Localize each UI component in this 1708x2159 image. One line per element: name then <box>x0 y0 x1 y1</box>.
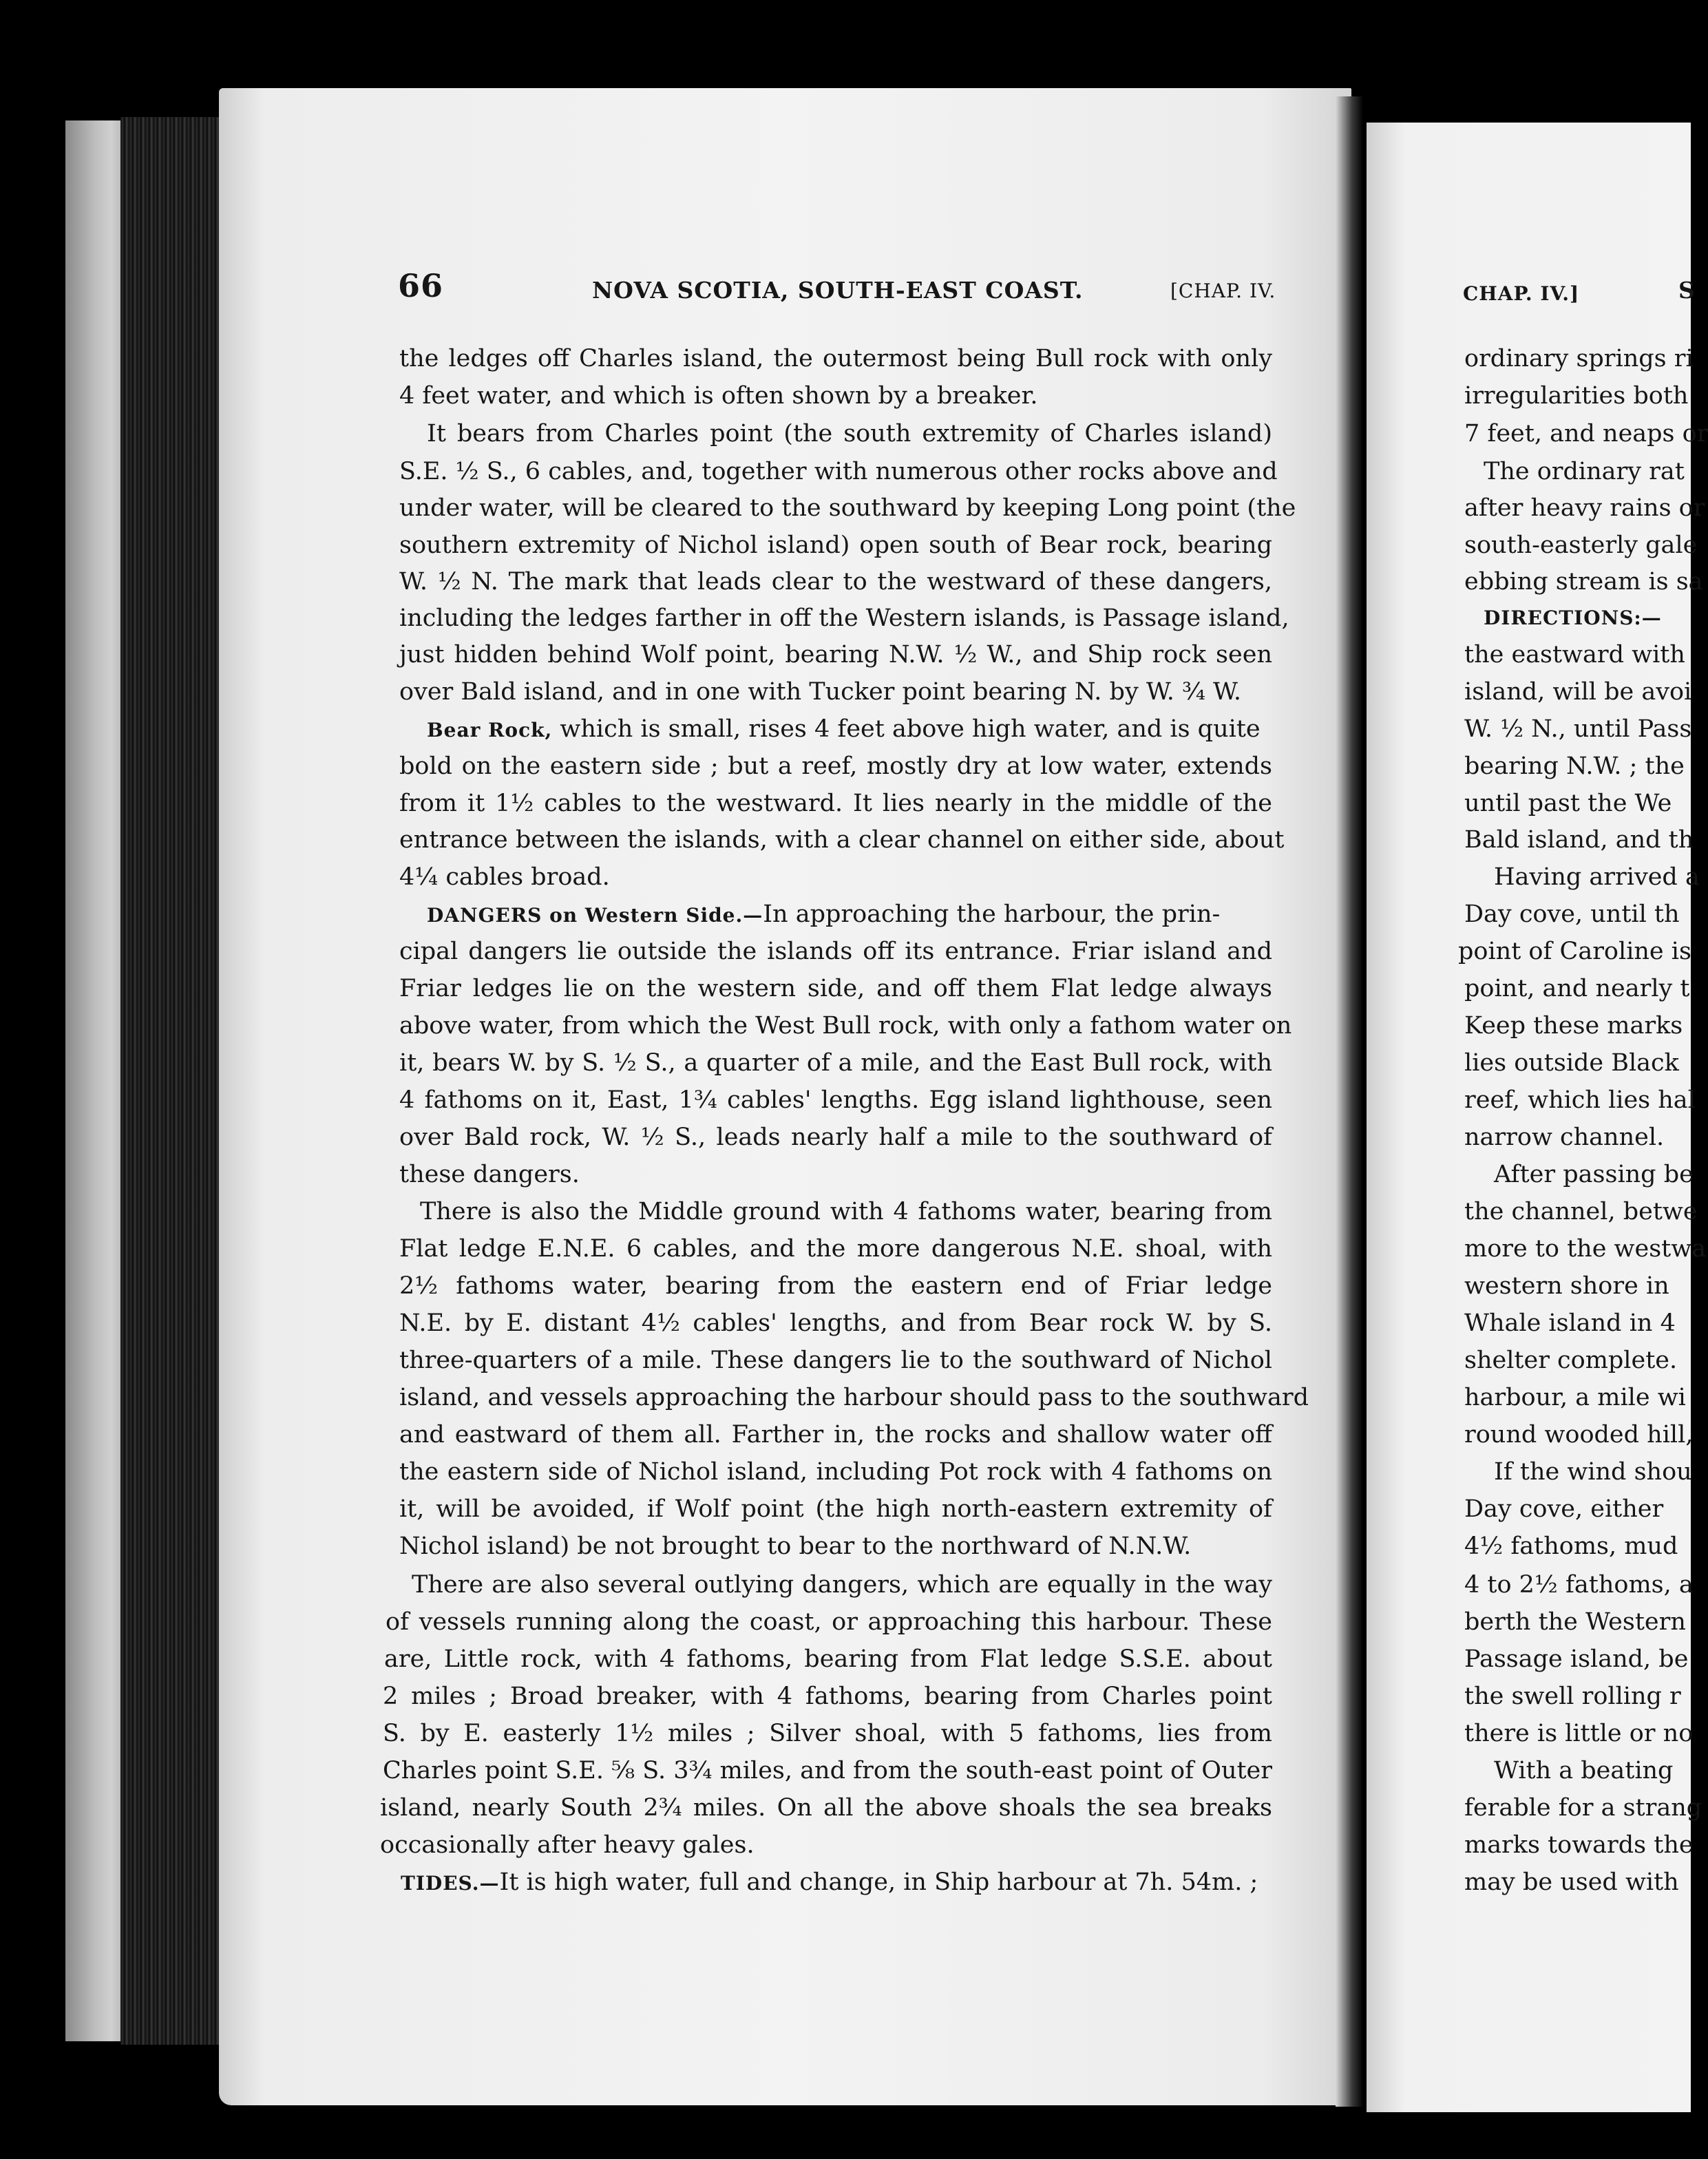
right-text-line: Passage island, be <box>1464 1645 1689 1673</box>
right-text-line: round wooded hill, <box>1464 1421 1694 1449</box>
text-line: 2 miles ; Broad breaker, with 4 fathoms, bearing from Charles point <box>383 1683 1272 1710</box>
right-text-line: Having arrived a <box>1494 863 1700 891</box>
right-text-line: berth the Western <box>1464 1608 1686 1636</box>
text-line: are, Little rock, with 4 fathoms, bearing from Flat ledge S.S.E. about <box>384 1645 1272 1673</box>
text-line: including the ledges farther in off the Western islands, is Passage island, <box>399 604 1289 632</box>
section-heading-dangers: DANGERS on Western Side.— <box>427 904 763 927</box>
text-line: There are also several outlying dangers, which are equally in the way <box>412 1571 1272 1599</box>
text-line: It bears from Charles point (the south extremity of Charles island) <box>427 420 1272 447</box>
right-text-line: western shore in <box>1464 1272 1669 1300</box>
right-text-line: point of Caroline is <box>1458 938 1691 965</box>
right-chapter-label: CHAP. IV.] <box>1463 282 1580 305</box>
right-text-line: The ordinary rat <box>1484 458 1685 485</box>
right-text-line: the channel, betwe <box>1464 1198 1698 1225</box>
text-line: it, bears W. by S. ½ S., a quarter of a mile, and the East Bull rock, with <box>399 1049 1272 1077</box>
text-line: entrance between the islands, with a clear channel on either side, about <box>399 826 1285 854</box>
right-text-line: 7 feet, and neaps or <box>1464 420 1708 447</box>
right-text-line: until past the We <box>1464 790 1672 817</box>
right-text-line: ferable for a strang <box>1464 1794 1702 1822</box>
right-text-line: south-easterly gale <box>1464 531 1698 559</box>
right-text-line: Keep these marks <box>1464 1012 1683 1040</box>
text-line: 4 feet water, and which is often shown by a breaker. <box>399 382 1038 410</box>
text-line: above water, from which the West Bull rock, with only a fathom water on <box>399 1012 1292 1040</box>
right-running-head: S <box>1678 277 1696 304</box>
right-text-line: more to the westwa <box>1464 1235 1707 1263</box>
right-text-line: irregularities both <box>1464 382 1689 410</box>
section-heading-bear-rock: Bear Rock, <box>427 719 553 741</box>
text-line: the ledges off Charles island, the outermost being Bull rock with only <box>399 345 1272 372</box>
text-line: 4 fathoms on it, East, 1¾ cables' lengths. Egg island lighthouse, seen <box>399 1086 1272 1114</box>
right-text-line: Whale island in 4 <box>1464 1309 1676 1337</box>
text-line: Charles point S.E. ⅝ S. 3¾ miles, and from the south-east point of Outer <box>383 1757 1272 1784</box>
text-line: 2½ fathoms water, bearing from the eastern end of Friar ledge <box>399 1272 1272 1300</box>
right-text-line: narrow channel. <box>1464 1124 1665 1151</box>
text-line: Friar ledges lie on the western side, and off them Flat ledge always <box>399 975 1272 1002</box>
right-text-line: ordinary springs ri <box>1464 345 1694 372</box>
right-text-line: after heavy rains or <box>1464 494 1705 522</box>
text-line: under water, will be cleared to the southward by keeping Long point (the <box>399 494 1296 522</box>
paragraph-dangers <box>427 897 1272 933</box>
right-text-line: If the wind shou <box>1494 1458 1692 1486</box>
text-line: it, will be avoided, if Wolf point (the high north-eastern extremity of <box>399 1495 1272 1523</box>
right-text-line: may be used with <box>1464 1868 1679 1896</box>
running-head: NOVA SCOTIA, SOUTH-EAST COAST. <box>592 277 1084 304</box>
right-text-line: 4 to 2½ fathoms, a <box>1464 1571 1694 1599</box>
text-line: W. ½ N. The mark that leads clear to the westward of these dangers, <box>399 568 1272 596</box>
text-line: occasionally after heavy gales. <box>380 1831 755 1859</box>
text-line: Flat ledge E.N.E. 6 cables, and the more dangerous N.E. shoal, with <box>399 1235 1272 1263</box>
text-line: island, and vessels approaching the harbour should pass to the southward <box>399 1384 1309 1411</box>
text-line: Nichol island) be not brought to bear to the northward of N.N.W. <box>399 1533 1192 1560</box>
right-text-line: Day cove, until th <box>1464 901 1680 928</box>
text-line: island, nearly South 2¾ miles. On all the above shoals the sea breaks <box>380 1794 1272 1822</box>
page-number: 66 <box>398 267 444 304</box>
right-text-line: bearing N.W. ; the <box>1464 752 1685 780</box>
text-line: three-quarters of a mile. These dangers lie to the southward of Nichol <box>399 1347 1272 1374</box>
paragraph-bear-rock <box>427 712 1272 748</box>
text-line: N.E. by E. distant 4½ cables' lengths, and from Bear rock W. by S. <box>399 1309 1272 1337</box>
right-text-line: shelter complete. <box>1464 1347 1678 1374</box>
text-line: these dangers. <box>399 1161 580 1188</box>
text-line: and eastward of them all. Farther in, the rocks and shallow water off <box>399 1421 1272 1449</box>
right-text-line: With a beating <box>1494 1757 1674 1784</box>
text-line: In approaching the harbour, the prin- <box>763 901 1221 928</box>
text-line: There is also the Middle ground with 4 fathoms water, bearing from <box>420 1198 1272 1225</box>
text-line: which is small, rises 4 feet above high water, and is quite <box>560 715 1261 743</box>
right-text-line: Day cove, either <box>1464 1495 1664 1523</box>
text-line: bold on the eastern side ; but a reef, mostly dry at low water, extends <box>399 752 1272 780</box>
right-text-line: W. ½ N., until Pass <box>1464 715 1692 743</box>
right-text-line: After passing be <box>1494 1161 1694 1188</box>
page-gutter <box>1336 96 1363 2107</box>
text-line: over Bald rock, W. ½ S., leads nearly half a mile to the southward of <box>399 1124 1272 1151</box>
text-line: just hidden behind Wolf point, bearing N.W. ½ W., and Ship rock seen <box>399 641 1272 668</box>
right-text-line: island, will be avoi <box>1464 678 1692 706</box>
right-text-line: the eastward with <box>1464 641 1685 668</box>
right-text-line: there is little or no <box>1464 1720 1694 1747</box>
section-heading-tides: TIDES.— <box>401 1872 500 1895</box>
right-text-line: lies outside Black <box>1464 1049 1679 1077</box>
right-section-heading: DIRECTIONS:— <box>1484 607 1662 629</box>
right-text-line: harbour, a mile wi <box>1464 1384 1686 1411</box>
chapter-label: [CHAP. IV. <box>1170 280 1276 302</box>
right-text-line: Bald island, and th <box>1464 826 1694 854</box>
text-line: southern extremity of Nichol island) open south of Bear rock, bearing <box>399 531 1272 559</box>
book-spine <box>120 117 231 2045</box>
text-line: It is high water, full and change, in Ship harbour at 7h. 54m. ; <box>499 1868 1258 1896</box>
text-line: cipal dangers lie outside the islands off its entrance. Friar island and <box>399 938 1272 965</box>
text-line: over Bald island, and in one with Tucker point bearing N. by W. ¾ W. <box>399 678 1242 706</box>
right-text-line: the swell rolling r <box>1464 1683 1681 1710</box>
text-line: of vessels running along the coast, or approaching this harbour. These <box>386 1608 1272 1636</box>
text-line: 4¼ cables broad. <box>399 863 610 891</box>
paragraph-tides <box>401 1865 1272 1901</box>
text-line: S.E. ½ S., 6 cables, and, together with numerous other rocks above and <box>399 458 1278 485</box>
text-line: from it 1½ cables to the westward. It lies nearly in the middle of the <box>399 790 1272 817</box>
right-text-line: marks towards the <box>1464 1831 1694 1859</box>
text-line: the eastern side of Nichol island, including Pot rock with 4 fathoms on <box>399 1458 1272 1486</box>
right-text-line: reef, which lies hal <box>1464 1086 1696 1114</box>
text-line: S. by E. easterly 1½ miles ; Silver shoal, with 5 fathoms, lies from <box>383 1720 1272 1747</box>
right-text-line: point, and nearly t <box>1464 975 1690 1002</box>
right-text-line: 4½ fathoms, mud <box>1464 1533 1678 1560</box>
right-text-line: ebbing stream is sa <box>1464 568 1703 596</box>
